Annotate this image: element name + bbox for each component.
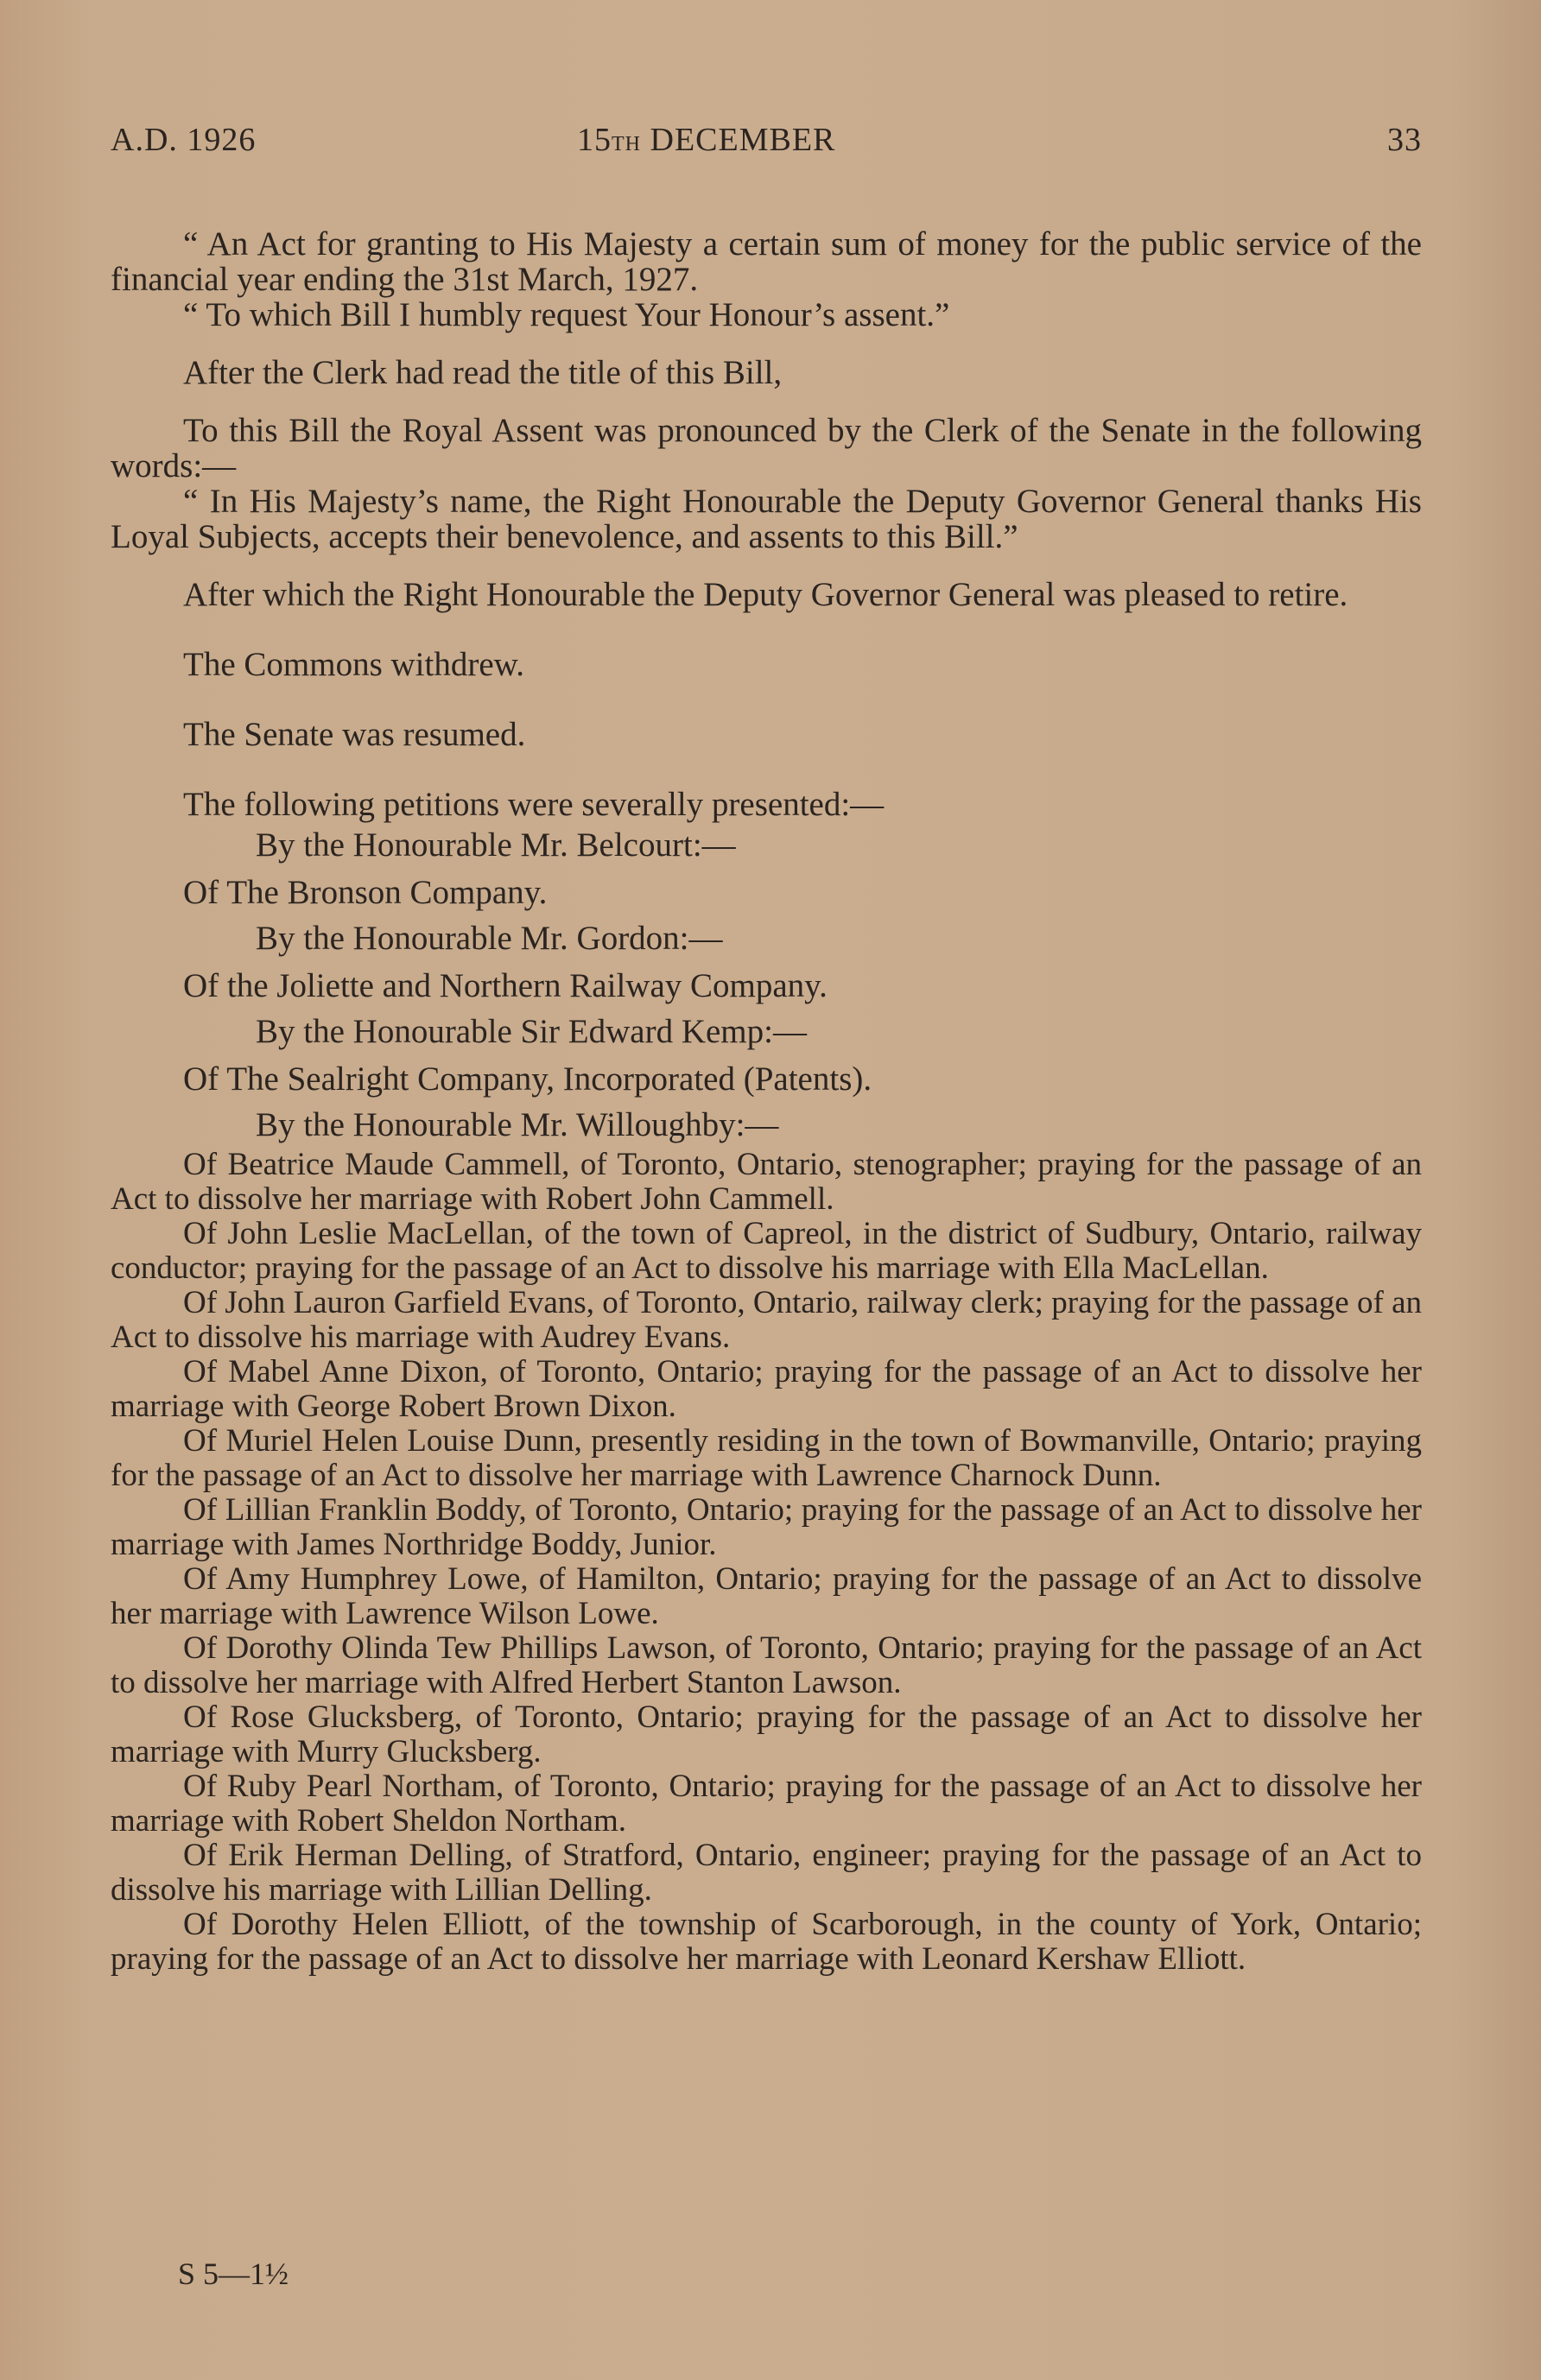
header-day-ordinal: th [612, 125, 641, 157]
presenter-line: By the Honourable Mr. Willoughby:— [256, 1106, 779, 1143]
petition-list [111, 1148, 1422, 1977]
petition-item: Of Dorothy Olinda Tew Phillips Lawson, of Toronto, Ontario; praying for the passage of an Act to dissolve her marriage with Alfred Herbert Stanton Lawson. [111, 1630, 1422, 1700]
header-year: A.D. 1926 [111, 122, 257, 158]
petition-company: Of the Joliette and Northern Railway Company. [183, 967, 828, 1004]
paragraph: “ In His Majesty’s name, the Right Honourable the Deputy Governor General thanks His Loyal Subjects, accepts their benevolence, and assents to this Bill.” [111, 483, 1422, 555]
paragraph: The Senate was resumed. [183, 716, 526, 753]
petition-item: Of Mabel Anne Dixon, of Toronto, Ontario; praying for the passage of an Act to dissolve her marriage with George Robert Brown Dixon. [111, 1354, 1422, 1424]
petition-item: Of John Leslie MacLellan, of the town of Capreol, in the district of Sudbury, Ontario, railway conductor; praying for the passage of an Act to dissolve his marriage with Ella MacLellan. [111, 1216, 1422, 1286]
header-month: DECEMBER [650, 122, 836, 158]
paragraph: To this Bill the Royal Assent was pronounced by the Clerk of the Senate in the following words:— [111, 412, 1422, 484]
petition-item: Of Muriel Helen Louise Dunn, presently residing in the town of Bowmanville, Ontario; praying for the passage of an Act to dissolve her marriage with Lawrence Charnock Dunn. [111, 1423, 1422, 1493]
petition-item: Of Dorothy Helen Elliott, of the township of Scarborough, in the county of York, Ontario; praying for the passage of an Act to dissolve her marriage with Leonard Kershaw Elliott. [111, 1907, 1422, 1977]
running-header [111, 121, 1422, 169]
header-date [577, 121, 835, 159]
paragraph: “ To which Bill I humbly request Your Honour’s assent.” [183, 296, 950, 333]
header-day: 15 [577, 122, 612, 158]
petition-item: Of Ruby Pearl Northam, of Toronto, Ontario; praying for the passage of an Act to dissolve her marriage with Robert Sheldon Northam. [111, 1769, 1422, 1839]
paragraph: After the Clerk had read the title of this Bill, [183, 354, 783, 391]
petition-item: Of Erik Herman Delling, of Stratford, Ontario, engineer; praying for the passage of an Act to dissolve his marriage with Lillian Delling. [111, 1838, 1422, 1908]
paragraph: “ An Act for granting to His Majesty a certain sum of money for the public service of the financial year ending the 31st March, 1927. [111, 225, 1422, 298]
signature-mark: S 5—1½ [178, 2257, 289, 2291]
petition-item: Of Rose Glucksberg, of Toronto, Ontario; praying for the passage of an Act to dissolve her marriage with Murry Glucksberg. [111, 1700, 1422, 1769]
page-body [111, 226, 1422, 1977]
paragraph: After which the Right Honourable the Deputy Governor General was pleased to retire. [183, 576, 1348, 613]
presenter-line: By the Honourable Mr. Gordon:— [256, 920, 723, 957]
presenter-line: By the Honourable Sir Edward Kemp:— [256, 1013, 807, 1050]
paragraph: The Commons withdrew. [183, 646, 525, 683]
page-number: 33 [1387, 122, 1422, 158]
paragraph: The following petitions were severally presented:— [183, 786, 885, 823]
petition-company: Of The Sealright Company, Incorporated (Patents). [183, 1060, 872, 1098]
presenter-line: By the Honourable Mr. Belcourt:— [256, 826, 736, 864]
petition-company: Of The Bronson Company. [183, 874, 548, 911]
petition-item: Of John Lauron Garfield Evans, of Toronto, Ontario, railway clerk; praying for the passage of an Act to dissolve his marriage with Audrey Evans. [111, 1285, 1422, 1355]
petition-item: Of Amy Humphrey Lowe, of Hamilton, Ontario; praying for the passage of an Act to dissolve her marriage with Lawrence Wilson Lowe. [111, 1561, 1422, 1631]
petition-item: Of Beatrice Maude Cammell, of Toronto, Ontario, stenographer; praying for the passage of an Act to dissolve her marriage with Robert John Cammell. [111, 1147, 1422, 1217]
petition-item: Of Lillian Franklin Boddy, of Toronto, Ontario; praying for the passage of an Act to dissolve her marriage with James Northridge Boddy, Junior. [111, 1492, 1422, 1562]
